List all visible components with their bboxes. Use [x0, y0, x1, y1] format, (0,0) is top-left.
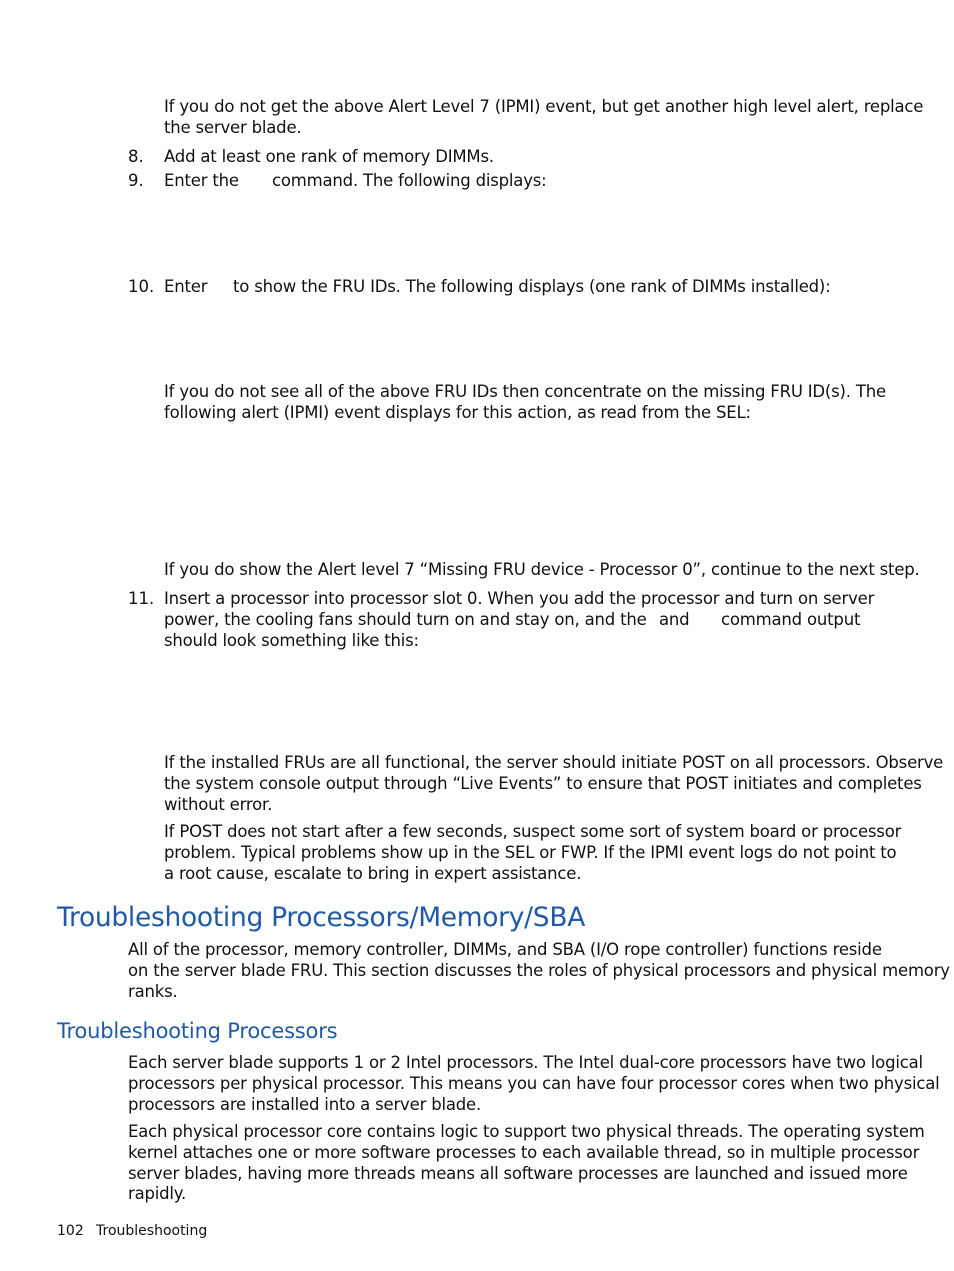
step-11-line-3: should look something like this:	[164, 631, 419, 650]
text-line: ranks.	[128, 981, 178, 1001]
text-line: following alert (IPMI) event displays for this action, as read from the SEL:	[164, 402, 751, 422]
step-11-line-2-and: and	[659, 610, 690, 629]
step-number: 9.	[128, 171, 144, 190]
paragraph-missing-fru	[164, 382, 886, 424]
step-11-line-2-start: power, the cooling fans should turn on and stay on, and the	[164, 610, 647, 629]
step-11-line-2-end: command output	[721, 610, 861, 629]
paragraph-post	[164, 753, 943, 815]
step-10-text-end: to show the FRU IDs. The following displays (one rank of DIMMs installed):	[233, 277, 831, 296]
subsection-heading: Troubleshooting Processors	[57, 1019, 338, 1043]
page-number: 102	[57, 1223, 84, 1239]
step-9-text-start: Enter the	[164, 171, 239, 190]
text-line: the system console output through “Live Events” to ensure that POST initiates and completes	[164, 773, 922, 793]
text-line: processors per physical processor. This means you can have four processor cores when two physical	[128, 1073, 940, 1093]
text-line: rapidly.	[128, 1184, 187, 1204]
text-line: Each server blade supports 1 or 2 Intel processors. The Intel dual-core processors have two logical	[128, 1053, 923, 1072]
step-number: 10.	[128, 277, 155, 296]
step-9-text-end: command. The following displays:	[272, 171, 547, 190]
paragraph-threads	[128, 1122, 925, 1205]
paragraph-processors	[128, 1053, 940, 1115]
text-line: All of the processor, memory controller, DIMMs, and SBA (I/O rope controller) functions reside	[128, 940, 882, 959]
text-line: on the server blade FRU. This section discusses the roles of physical processors and physical memory	[128, 960, 950, 980]
text-line: If POST does not start after a few seconds, suspect some sort of system board or processor	[164, 822, 902, 841]
text-line: without error.	[164, 794, 273, 814]
step-11-line-1: Insert a processor into processor slot 0. When you add the processor and turn on server	[164, 589, 875, 608]
step-number: 11.	[128, 589, 155, 608]
text-line: If you do not see all of the above FRU IDs then concentrate on the missing FRU ID(s). The	[164, 382, 886, 401]
paragraph-section-intro	[128, 940, 950, 1002]
text-line: If you do not get the above Alert Level 7 (IPMI) event, but get another high level alert, replace	[164, 97, 924, 116]
paragraph-alert-level	[164, 97, 923, 139]
step-10-text-start: Enter	[164, 277, 208, 296]
step-number: 8.	[128, 147, 144, 166]
text-line: problem. Typical problems show up in the SEL or FWP. If the IPMI event logs do not point to	[164, 842, 897, 862]
section-heading: Troubleshooting Processors/Memory/SBA	[57, 902, 586, 933]
paragraph-missing-processor: If you do show the Alert level 7 “Missing FRU device - Processor 0”, continue to the next step.	[164, 560, 920, 579]
text-line: the server blade.	[164, 117, 302, 137]
text-line: a root cause, escalate to bring in expert assistance.	[164, 863, 582, 883]
footer-section: Troubleshooting	[96, 1223, 208, 1239]
text-line: If the installed FRUs are all functional, the server should initiate POST on all processors. Observe	[164, 753, 944, 772]
text-line: Each physical processor core contains logic to support two physical threads. The operating system	[128, 1122, 925, 1141]
paragraph-post-failure	[164, 822, 901, 884]
text-line: kernel attaches one or more software processes to each available thread, so in multiple processor	[128, 1142, 920, 1162]
text-line: processors are installed into a server blade.	[128, 1094, 482, 1114]
text-line: server blades, having more threads means all software processes are launched and issued more	[128, 1163, 908, 1183]
step-8-text: Add at least one rank of memory DIMMs.	[164, 147, 494, 166]
